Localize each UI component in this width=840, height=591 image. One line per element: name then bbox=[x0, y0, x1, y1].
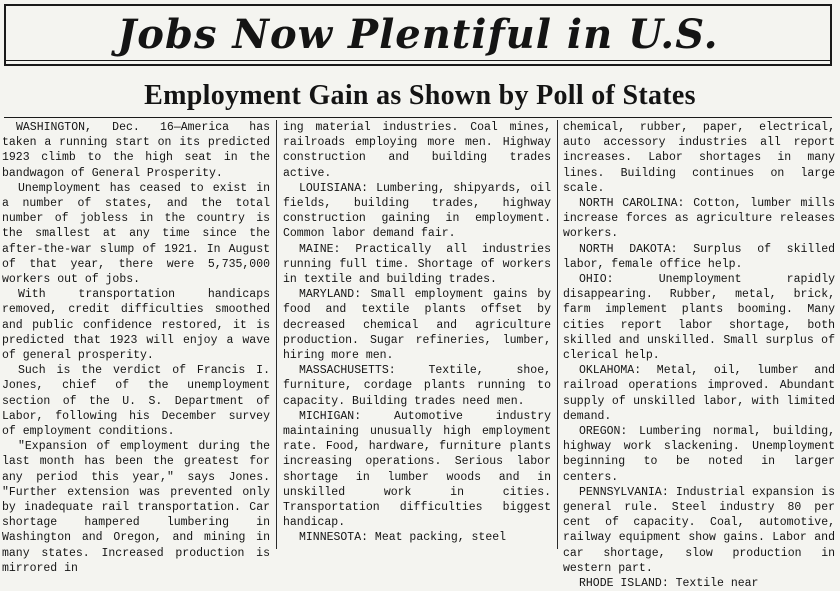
state-entry-oregon: OREGON: Lumbering normal, building, highway work slackening. Unemployment beginning to be noted in larger centers. bbox=[563, 425, 835, 484]
column-divider bbox=[557, 120, 558, 549]
dateline-paragraph: WASHINGTON, Dec. 16—America has taken a running start on its predicted 1923 climb to the high seat in the bandwagon of General Prosperity. bbox=[2, 121, 270, 180]
headline-frame bbox=[4, 4, 832, 66]
column-divider bbox=[276, 120, 277, 549]
state-entry-north-dakota: NORTH DAKOTA: Surplus of skilled labor, female office help. bbox=[563, 242, 835, 271]
continued-paragraph: ing material industries. Coal mines, railroads employing more men. Highway construction and building trades active. bbox=[283, 121, 551, 180]
state-entry-rhode-island: RHODE ISLAND: Textile near bbox=[579, 577, 759, 591]
subheadline-rule bbox=[4, 117, 832, 118]
article-paragraph: With transportation handicaps removed, credit difficulties smoothed and public confidence restored, it is predicted that 1923 will enjoy a wave of general prosperity. bbox=[2, 288, 270, 363]
state-entry-maryland: MARYLAND: Small employment gains by food and textile plants offset by decreased chemical and agriculture production. Sugar refineries, lumber, hiring more men. bbox=[283, 288, 551, 363]
article-paragraph: "Expansion of employment during the last month has been the greatest for any period this year," says Jones. "Further extension was prevented only by inadequate rail transportation. Car shortage hampered lumbering in Washington and Oregon, and mining in many states. Increased production is mirrored in bbox=[2, 440, 270, 575]
article-column-1 bbox=[2, 120, 270, 575]
state-entry-minnesota: MINNESOTA: Meat packing, steel bbox=[299, 531, 507, 545]
continued-paragraph: chemical, rubber, paper, electrical, auto accessory industries all report increases. Labor shortages in many lines. Building continues on large scale. bbox=[563, 121, 835, 195]
state-entry-north-carolina: NORTH CAROLINA: Cotton, lumber mills increase forces as agriculture releases workers. bbox=[563, 197, 835, 241]
subheadline: Employment Gain as Shown by Poll of States bbox=[144, 80, 696, 111]
article-column-3 bbox=[563, 120, 835, 591]
state-entry-massachusetts: MASSACHUSETTS: Textile, shoe, furniture, cordage plants running to capacity. Building trades need men. bbox=[283, 364, 551, 408]
headline: Jobs Now Plentiful in U.S. bbox=[117, 11, 719, 58]
state-entry-michigan: MICHIGAN: Automotive industry maintaining unusually high employment rate. Food, hardware, furniture plants increasing operations. Serious labor shortage in lumber woods and in unskilled work in cities. Transportation difficulties biggest handicap. bbox=[283, 409, 551, 530]
article-paragraph: Such is the verdict of Francis I. Jones, chief of the unemployment section of the U. S. Department of Labor, following his December survey of employment conditions. bbox=[2, 364, 270, 439]
state-entry-louisiana: LOUISIANA: Lumbering, shipyards, oil fields, building trades, highway construction gaining in employment. Common labor demand fair. bbox=[283, 181, 551, 241]
state-entry-ohio: OHIO: Unemployment rapidly disappearing. Rubber, metal, brick, farm implement plants booming. Many cities report labor shortage, both skilled and unskilled. Small surplus of clerical help. bbox=[563, 273, 835, 363]
article-paragraph: Unemployment has ceased to exist in a number of states, and the total number of jobless in the country is the smallest at any time since the after-the-war slump of 1921. In August of that year, there were 5,735,000 workers out of jobs. bbox=[2, 181, 270, 287]
state-entry-oklahoma: OKLAHOMA: Metal, oil, lumber and railroad operations improved. Abundant supply of unskilled labor, with limited demand. bbox=[563, 364, 835, 423]
article-column-2 bbox=[283, 120, 551, 549]
state-entry-maine: MAINE: Practically all industries running full time. Shortage of workers in textile and building trades. bbox=[283, 242, 551, 287]
state-entry-pennsylvania: PENNSYLVANIA: Industrial expansion is general rule. Steel industry 80 per cent of capacity. Coal, automotive, railway equipment show gains. Labor and car shortage, slow production in western part. bbox=[563, 485, 835, 575]
